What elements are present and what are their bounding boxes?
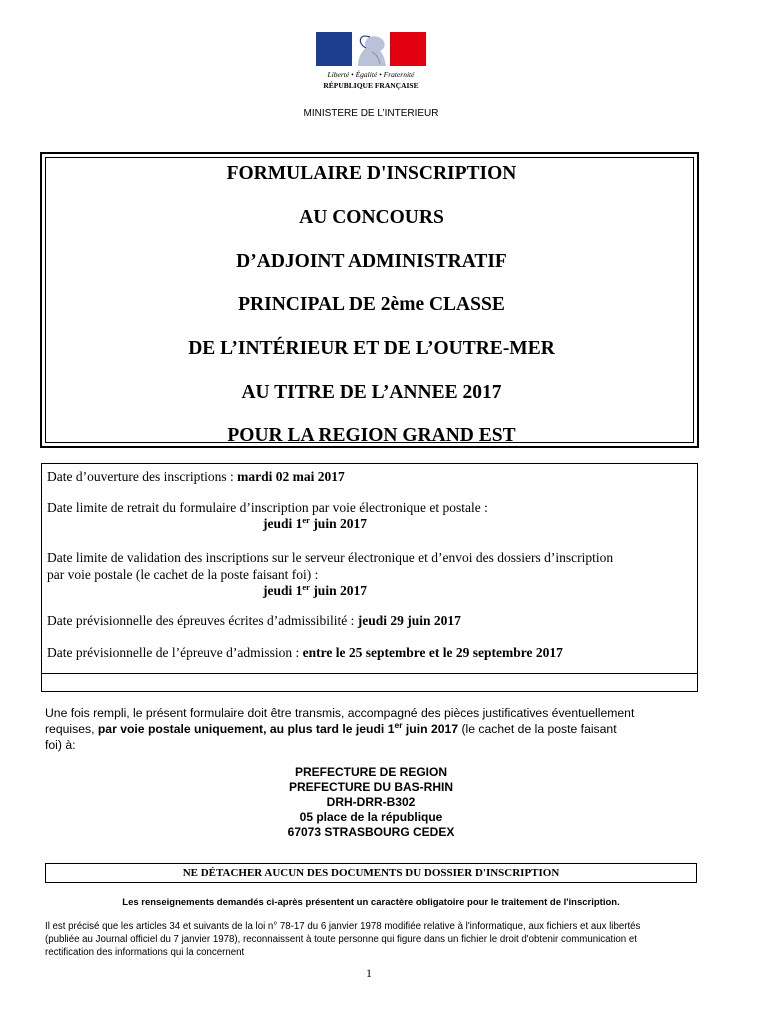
withdraw-deadline-label: Date limite de retrait du formulaire d’inscription par voie électronique et postale : [47, 500, 488, 515]
legal-line-1: Il est précisé que les articles 34 et suivants de la loi n° 78-17 du 6 janvier 1978 modifiée relative à l'informatique, aux fichiers et aux libertés [45, 921, 641, 932]
legal-line-2: (publiée au Journal officiel du 7 janvier 1978), reconnaissent à toute personne qui figure dans un fichier le droit d'obtenir communication et [45, 934, 637, 945]
republique-francaise-logo [315, 32, 427, 94]
address-line-3: DRH-DRR-B302 [326, 795, 416, 809]
title-line-1: FORMULAIRE D'INSCRIPTION [226, 163, 517, 184]
instructions-line-2: requises, par voie postale uniquement, au plus tard le jeudi 1er juin 2017 (le cachet de la poste faisant [45, 720, 617, 736]
logo-republic-label: RÉPUBLIQUE FRANÇAISE [323, 81, 419, 90]
legal-line-3: rectification des informations qui la concernent [45, 947, 245, 958]
address-line-4: 05 place de la république [299, 810, 443, 824]
title-line-5: DE L’INTÉRIEUR ET DE L’OUTRE-MER [188, 338, 555, 359]
written-exam-date-line [47, 613, 461, 629]
title-box [40, 152, 699, 448]
page-number: 1 [366, 966, 372, 980]
opening-date-value: mardi 02 mai 2017 [237, 469, 345, 484]
oral-exam-date-label: Date prévisionnelle de l’épreuve d’admission : [47, 645, 303, 660]
validation-deadline-value: jeudi 1er juin 2017 [263, 582, 367, 598]
validation-deadline-label-1: Date limite de validation des inscriptions sur le serveur électronique et d’envoi des dossiers d’inscription [47, 550, 614, 565]
opening-date-label: Date d’ouverture des inscriptions : [47, 469, 238, 484]
title-line-6: AU TITRE DE L’ANNEE 2017 [241, 382, 502, 403]
ministry-label: MINISTERE DE L’INTERIEUR [303, 108, 439, 119]
title-line-3: D’ADJOINT ADMINISTRATIF [236, 251, 507, 272]
withdraw-deadline-value: jeudi 1er juin 2017 [263, 515, 367, 531]
logo-motto: Liberté • Égalité • Fraternité [327, 70, 415, 79]
validation-deadline-label-2: par voie postale (le cachet de la poste faisant foi) : [47, 567, 319, 582]
opening-date-line [47, 469, 345, 485]
written-exam-date-label: Date prévisionnelle des épreuves écrites d’admissibilité : [47, 613, 358, 628]
address-line-1: PREFECTURE DE REGION [294, 765, 447, 779]
written-exam-date-value: jeudi 29 juin 2017 [357, 613, 461, 628]
address-line-2: PREFECTURE DU BAS-RHIN [288, 780, 453, 794]
title-line-7: POUR LA REGION GRAND EST [227, 425, 516, 446]
marianne-flag-icon [316, 32, 426, 66]
mandatory-note: Les renseignements demandés ci-après présentent un caractère obligatoire pour le traitement de l'inscription. [122, 897, 620, 908]
instructions-line-1: Une fois rempli, le présent formulaire doit être transmis, accompagné des pièces justificatives éventuellement [45, 706, 635, 720]
oral-exam-date-line [47, 645, 563, 661]
dates-box-divider [41, 673, 698, 674]
address-line-5: 67073 STRASBOURG CEDEX [287, 825, 455, 839]
title-line-4: PRINCIPAL DE 2ème CLASSE [238, 294, 505, 315]
oral-exam-date-value: entre le 25 septembre et le 29 septembre 2017 [302, 645, 563, 660]
title-line-2: AU CONCOURS [299, 207, 444, 228]
warning-box: NE DÉTACHER AUCUN DES DOCUMENTS DU DOSSIER D'INSCRIPTION [45, 863, 697, 883]
instructions-line-3: foi) à: [45, 738, 76, 752]
